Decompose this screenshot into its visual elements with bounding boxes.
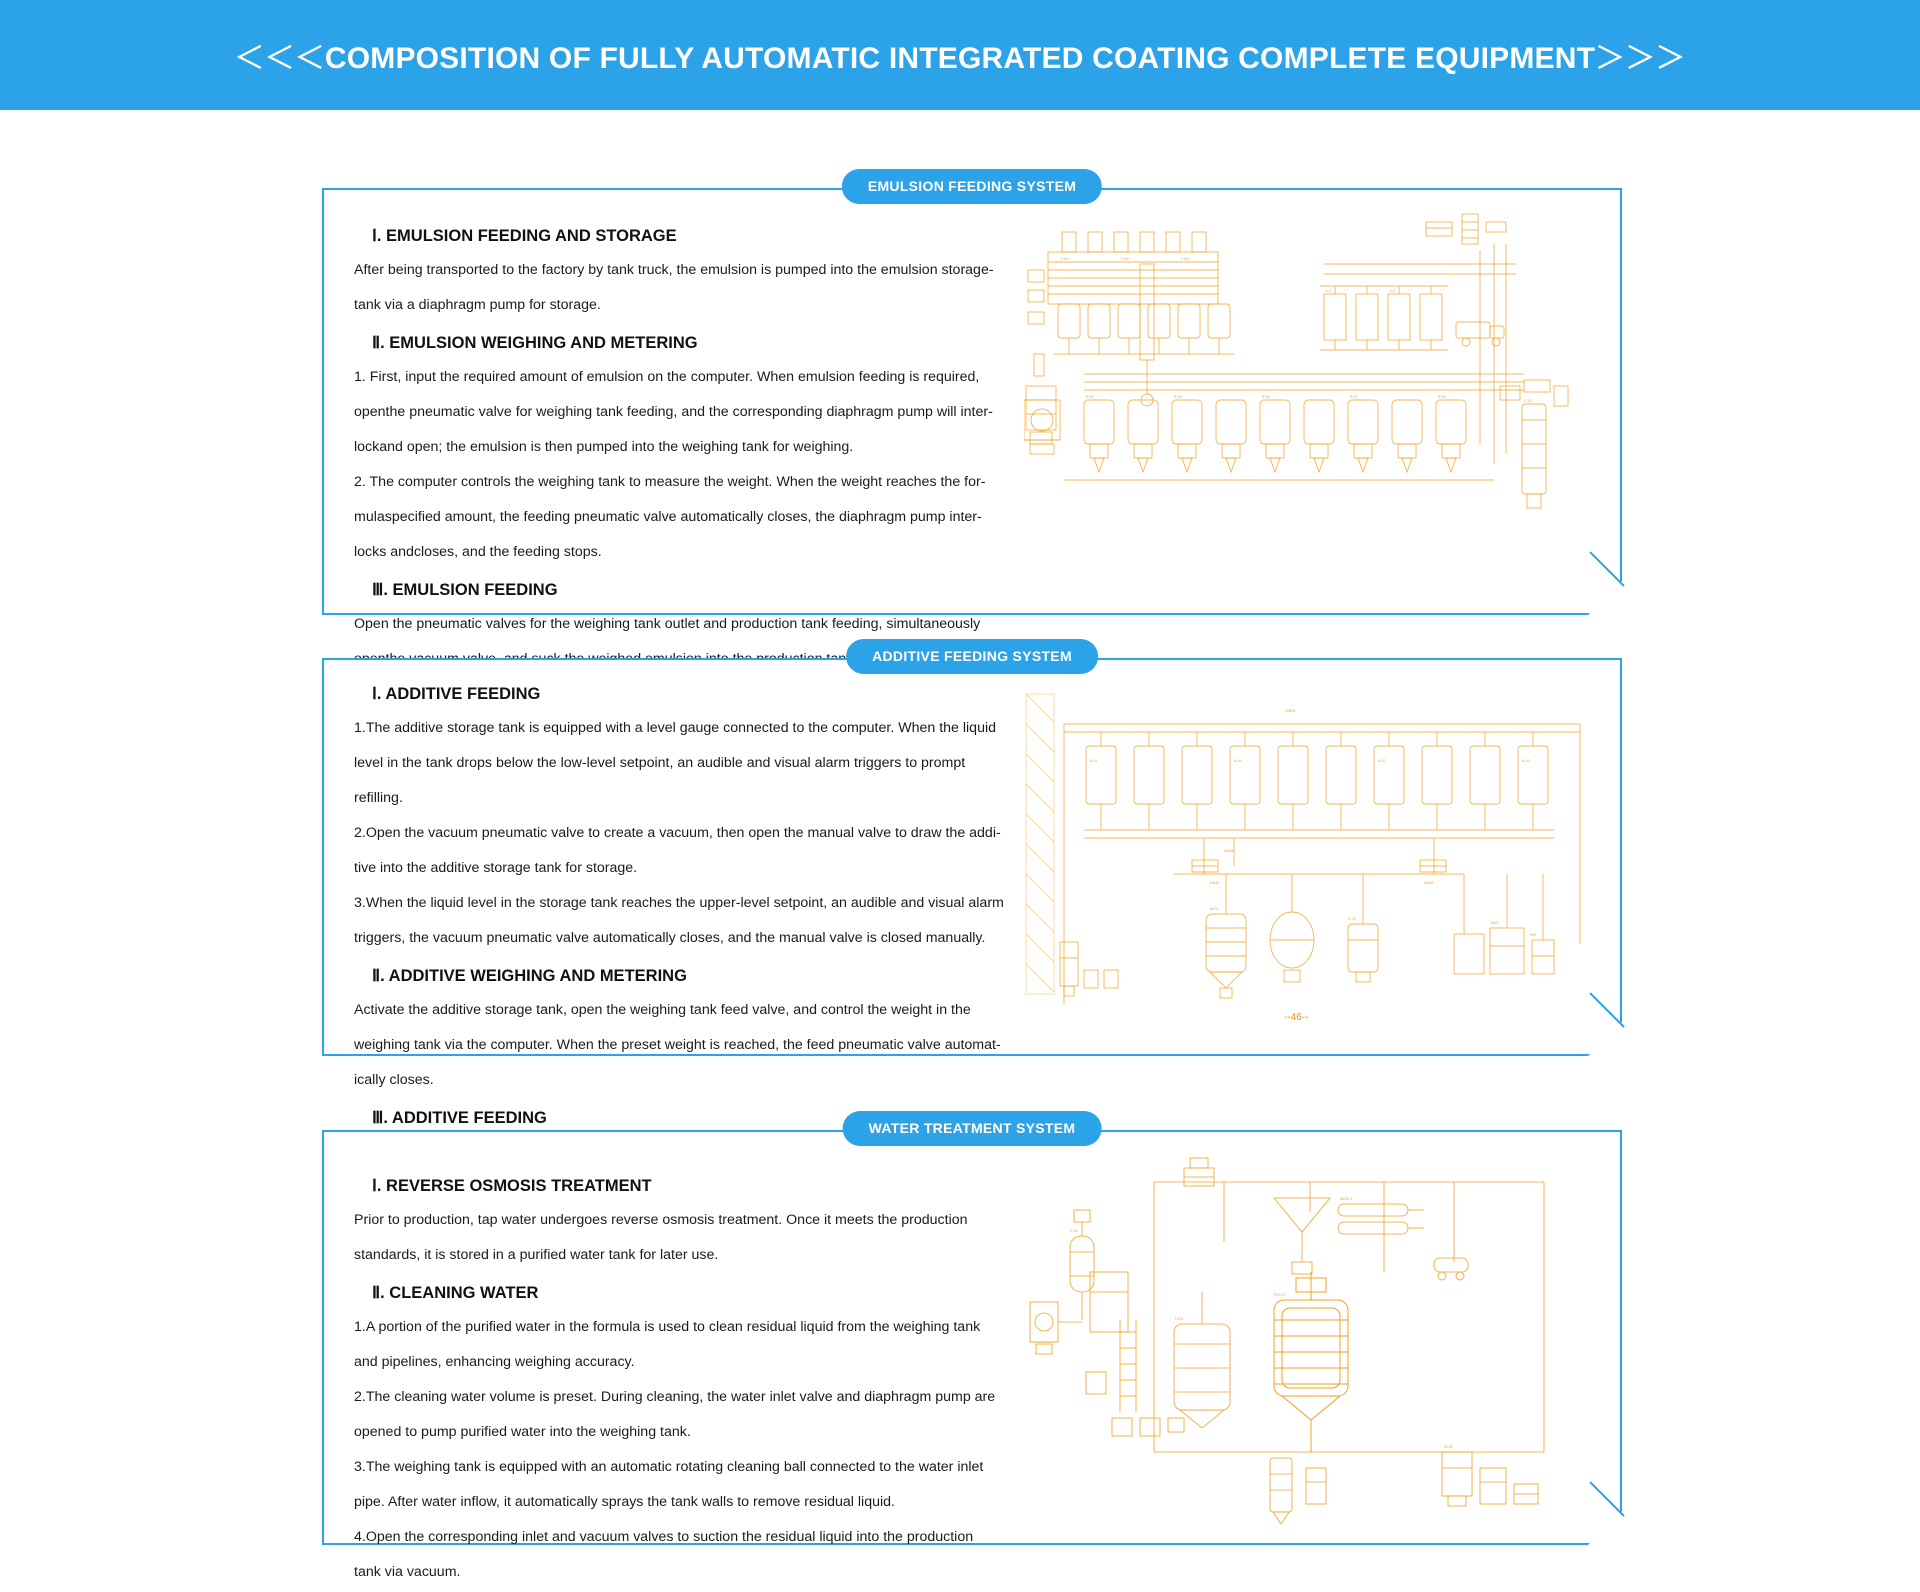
svg-text:A-07: A-07 xyxy=(1378,759,1386,763)
svg-text:R-01: R-01 xyxy=(1086,395,1094,399)
svg-text:T-103: T-103 xyxy=(1180,257,1189,261)
section-tab-additive: ADDITIVE FEEDING SYSTEM xyxy=(846,639,1098,674)
svg-text:R-07: R-07 xyxy=(1350,395,1358,399)
svg-text:R-03: R-03 xyxy=(1174,395,1182,399)
para-3-4: and pipelines, enhancing weighing accuracy. xyxy=(354,1354,635,1370)
svg-text:F-01: F-01 xyxy=(1070,1229,1078,1233)
para-1-3: 1. First, input the required amount of emulsion on the computer. When emulsion feeding is required, xyxy=(354,369,980,385)
para-2-4: 2.Open the vacuum pneumatic valve to create a vacuum, then open the manual valve to draw the addi- xyxy=(354,825,1001,841)
heading-emulsion-weighing-metering: Ⅱ. EMULSION WEIGHING AND METERING xyxy=(372,334,698,352)
para-1-5: lockand open; the emulsion is then pumped into the weighing tank for weighing. xyxy=(354,439,854,455)
svg-text:DN25: DN25 xyxy=(1224,849,1234,853)
para-1-8: locks andcloses, and the feeding stops. xyxy=(354,544,602,560)
para-2-7: triggers, the vacuum pneumatic valve automatically closes, and the manual valve is closed manually. xyxy=(354,930,986,946)
para-3-7: 3.The weighing tank is equipped with an automatic rotating cleaning ball connected to the water inlet xyxy=(354,1459,984,1475)
svg-text:DN40: DN40 xyxy=(1210,881,1220,885)
para-1-2: tank via a diaphragm pump for storage. xyxy=(354,297,601,313)
para-2-10: ically closes. xyxy=(354,1072,434,1088)
svg-text:A-10: A-10 xyxy=(1522,759,1530,763)
svg-text:W-01: W-01 xyxy=(1210,907,1219,911)
svg-text:DN40: DN40 xyxy=(1424,881,1434,885)
svg-text:P-01: P-01 xyxy=(1348,917,1356,921)
para-3-6: opened to pump purified water into the weighing tank. xyxy=(354,1424,691,1440)
para-2-3: refilling. xyxy=(354,790,403,806)
para-3-2: standards, it is stored in a purified water tank for later use. xyxy=(354,1247,719,1263)
heading-additive-feeding: Ⅰ. ADDITIVE FEEDING xyxy=(372,685,541,703)
para-3-1: Prior to production, tap water undergoes reverse osmosis treatment. Once it meets the production xyxy=(354,1212,968,1228)
diagram-water-treatment-pid xyxy=(1024,1152,1620,1532)
svg-text:A-01: A-01 xyxy=(1090,759,1098,763)
diagram-additive-feeding-pid xyxy=(1024,684,1620,1034)
para-2-1: 1.The additive storage tank is equipped with a level gauge connected to the computer. When the liquid xyxy=(354,720,997,736)
svg-text:R-09: R-09 xyxy=(1438,395,1446,399)
para-1-6: 2. The computer controls the weighing tank to measure the weight. When the weight reaches the for- xyxy=(354,474,986,490)
diagram-emulsion-feeding-pid xyxy=(1024,204,1620,604)
section-additive-feeding-system xyxy=(322,648,1622,1127)
svg-text:DN25: DN25 xyxy=(1286,709,1296,713)
para-3-3: 1.A portion of the purified water in the formula is used to clean residual liquid from the weighing tank xyxy=(354,1319,981,1335)
para-3-10: tank via vacuum. xyxy=(354,1564,461,1580)
svg-text:C-01: C-01 xyxy=(1524,399,1532,403)
para-2-6: 3.When the liquid level in the storage tank reaches the upper-level setpoint, an audible and visual alarm xyxy=(354,895,1004,911)
para-3-8: pipe. After water inflow, it automatically sprays the tank walls to remove residual liquid. xyxy=(354,1494,895,1510)
heading-additive-feeding-2: Ⅲ. ADDITIVE FEEDING xyxy=(372,1109,547,1127)
para-1-1: After being transported to the factory by tank truck, the emulsion is pumped into the emulsion storage- xyxy=(354,262,994,278)
svg-text:T-101: T-101 xyxy=(1060,257,1069,261)
para-2-9: weighing tank via the computer. When the preset weight is reached, the feed pneumatic valve automat- xyxy=(354,1037,1001,1053)
svg-text:MEM-1: MEM-1 xyxy=(1340,1197,1353,1201)
para-3-5: 2.The cleaning water volume is preset. During cleaning, the water inlet valve and diaphragm pump are xyxy=(354,1389,996,1405)
section-tab-water: WATER TREATMENT SYSTEM xyxy=(843,1111,1102,1146)
svg-text:V-3: V-3 xyxy=(1390,289,1396,293)
section-tab-emulsion: EMULSION FEEDING SYSTEM xyxy=(842,169,1102,204)
para-2-8: Activate the additive storage tank, open the weighing tank feed valve, and control the weight in the xyxy=(354,1002,971,1018)
section-3-text-column xyxy=(354,1176,1024,1592)
para-1-4: openthe pneumatic valve for weighing tank feeding, and the corresponding diaphragm pump will inter- xyxy=(354,404,993,420)
section-emulsion-feeding-system xyxy=(322,178,1622,632)
svg-text:10m³: 10m³ xyxy=(1490,921,1499,925)
svg-text:V-1: V-1 xyxy=(1326,289,1332,293)
page-header-banner xyxy=(0,0,1920,110)
page-title: ＜＜＜COMPOSITION OF FULLY AUTOMATIC INTEGRATED COATING COMPLETE EQUIPMENT＞＞＞ xyxy=(234,42,1686,75)
section-1-text-column xyxy=(354,226,1024,679)
svg-text:RO-01: RO-01 xyxy=(1274,1293,1286,1297)
heading-additive-weighing-metering: Ⅱ. ADDITIVE WEIGHING AND METERING xyxy=(372,967,687,985)
para-1-7: mulaspecified amount, the feeding pneumatic valve automatically closes, the diaphragm pump inter- xyxy=(354,509,982,525)
heading-cleaning-water: Ⅱ. CLEANING WATER xyxy=(372,1284,539,1302)
svg-text:T-201: T-201 xyxy=(1174,1317,1184,1321)
svg-text:T-102: T-102 xyxy=(1120,257,1129,261)
heading-reverse-osmosis: Ⅰ. REVERSE OSMOSIS TREATMENT xyxy=(372,1177,652,1195)
svg-text:R-05: R-05 xyxy=(1262,395,1270,399)
svg-text:A-04: A-04 xyxy=(1234,759,1242,763)
heading-emulsion-feeding-storage: Ⅰ. EMULSION FEEDING AND STORAGE xyxy=(372,227,677,245)
para-3-9: 4.Open the corresponding inlet and vacuum valves to suction the residual liquid into the production xyxy=(354,1529,974,1545)
diagram-page-number: --46-- xyxy=(1284,1012,1309,1023)
para-2-2: level in the tank drops below the low-level setpoint, an audible and visual alarm triggers to prompt xyxy=(354,755,966,771)
section-2-text-column xyxy=(354,684,1024,1172)
svg-text:5m³: 5m³ xyxy=(1530,933,1537,937)
para-2-5: tive into the additive storage tank for storage. xyxy=(354,860,638,876)
para-1-9: Open the pneumatic valves for the weighing tank outlet and production tank feeding, simultaneously xyxy=(354,616,981,632)
section-water-treatment-system xyxy=(322,1120,1622,1580)
heading-emulsion-feeding: Ⅲ. EMULSION FEEDING xyxy=(372,581,558,599)
svg-text:W-02: W-02 xyxy=(1444,1445,1454,1449)
